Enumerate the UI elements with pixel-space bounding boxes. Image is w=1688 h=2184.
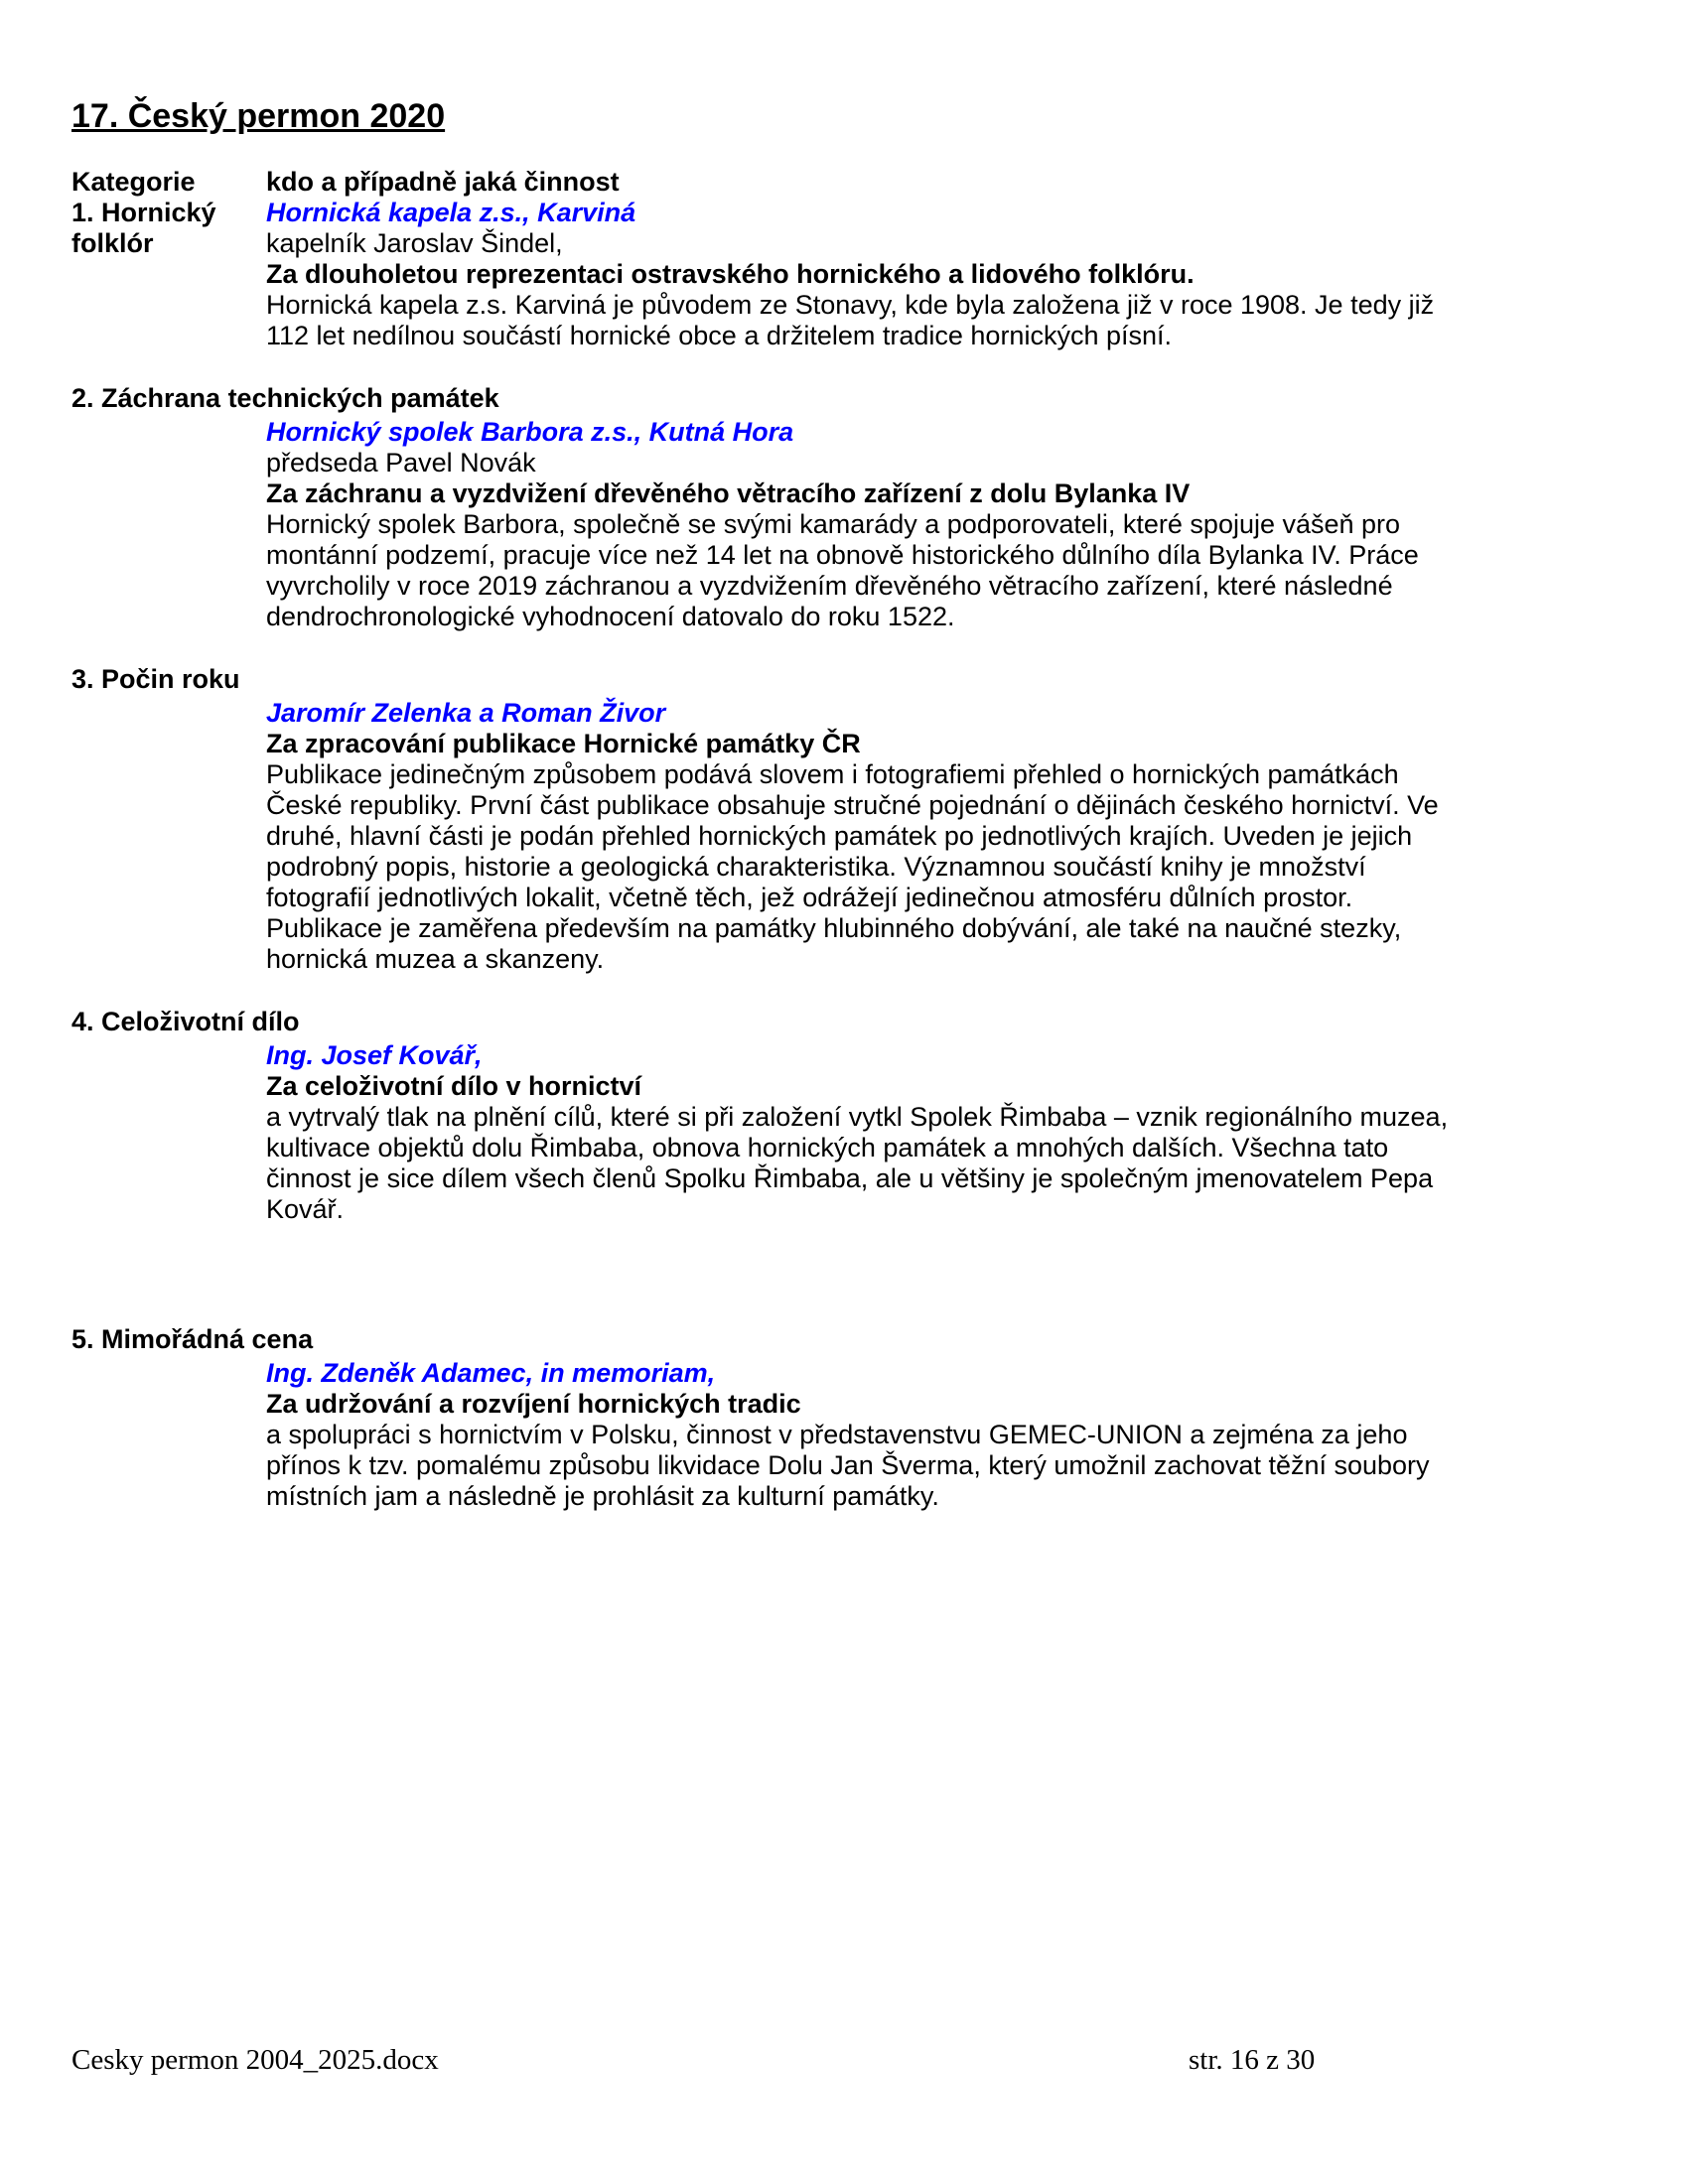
section-celozivotni-dilo [71, 1007, 1475, 1225]
section-content [266, 1040, 1475, 1225]
section-hornicky-folklor [71, 198, 1475, 351]
section-row [71, 1040, 1475, 1225]
award-citation: Za celoživotní dílo v hornictví [266, 1071, 642, 1101]
recipient-name: Ing. Josef Kovář, [266, 1040, 483, 1070]
award-description: Hornický spolek Barbora, společně se svými kamarády a podporovateli, které spojuje vášeň pro montánní podzemí, pracuje více než 14 let na obnově historického důlního díla Bylanka IV. Práce vyvrcholily v roce 2019 záchranou a vyzdvižením dřevěného větracího zařízení, které následné dendrochronologické vyhodnocení datovalo do roku 1522. [266, 509, 1419, 631]
section-pocin-roku [71, 664, 1475, 975]
table-header-row [71, 167, 1475, 198]
award-citation: Za záchranu a vyzdvižení dřevěného větracího zařízení z dolu Bylanka IV [266, 478, 1191, 508]
page-title: 17. Český permon 2020 [71, 97, 446, 135]
award-description: Hornická kapela z.s. Karviná je původem ze Stonavy, kde byla založena již v roce 1908. Je tedy již 112 let nedílnou součástí hornické obce a držitelem tradice hornických písní. [266, 290, 1435, 350]
award-description: Publikace jedinečným způsobem podává slovem i fotografiemi přehled o hornických památkách České republiky. První část publikace obsahuje stručné pojednání o dějinách českého hornictví. Ve druhé, hlavní části je podán přehled hornických památek po jednotlivých krajích. Uveden je jejich podrobný popis, historie a geologická charakteristika. Významnou součástí knihy je množství fotografií jednotlivých lokalit, včetně těch, jež odrážejí jedinečnou atmosféru důlních prostor. Publikace je zaměřena především na památky hlubinného dobývání, ale také na naučné stezky, hornická muzea a skanzeny. [266, 759, 1439, 974]
recipient-name: Hornická kapela z.s., Karviná [266, 198, 636, 227]
section-content [266, 698, 1475, 975]
section-mimoradna-cena [71, 1324, 1475, 1512]
recipient-name: Ing. Zdeněk Adamec, in memoriam, [266, 1358, 716, 1388]
recipient-subline: kapelník Jaroslav Šindel, [266, 228, 563, 258]
award-citation: Za dlouholetou reprezentaci ostravského hornického a lidového folklóru. [266, 259, 1195, 289]
award-description: a spolupráci s hornictvím v Polsku, činnost v představenstvu GEMEC-UNION a zejména za jeho přínos k tzv. pomalému způsobu likvidace Dolu Jan Šverma, který umožnil zachovat těžní soubory místních jam a následně je prohlásit za kulturní památky. [266, 1420, 1430, 1511]
column-header-kategorie: Kategorie [71, 167, 196, 197]
recipient-subline: předseda Pavel Novák [266, 448, 536, 478]
section-label: 1. Hornický folklór [71, 198, 216, 258]
section-row [71, 198, 1475, 351]
column-header-kdo: kdo a případně jaká činnost [266, 167, 620, 197]
section-row [71, 698, 1475, 975]
award-description: a vytrvalý tlak na plnění cílů, které si při založení vytkl Spolek Řimbaba – vznik regionálního muzea, kultivace objektů dolu Řimbaba, obnova hornických památek a mnohých dalších. Všechna tato činnost je sice dílem všech členů Spolku Řimbaba, ale u většiny je společným jmenovatelem Pepa Kovář. [266, 1102, 1449, 1224]
award-citation: Za zpracování publikace Hornické památky ČR [266, 729, 861, 758]
recipient-name: Hornický spolek Barbora z.s., Kutná Hora [266, 417, 794, 447]
section-label: 2. Záchrana technických památek [71, 383, 499, 413]
section-label: 4. Celoživotní dílo [71, 1007, 300, 1036]
section-row [71, 1358, 1475, 1512]
section-content [266, 198, 1475, 351]
footer-page-number: str. 16 z 30 [1189, 2044, 1316, 2076]
page-footer [71, 2043, 1475, 2077]
section-content [266, 417, 1475, 632]
award-citation: Za udržování a rozvíjení hornických tradic [266, 1389, 801, 1419]
section-row [71, 417, 1475, 632]
section-zachrana-technickych-pamatek [71, 383, 1475, 632]
recipient-name: Jaromír Zelenka a Roman Živor [266, 698, 666, 728]
footer-filename: Cesky permon 2004_2025.docx [71, 2044, 439, 2076]
section-content [266, 1358, 1475, 1512]
section-label: 5. Mimořádná cena [71, 1324, 314, 1354]
section-label: 3. Počin roku [71, 664, 240, 694]
